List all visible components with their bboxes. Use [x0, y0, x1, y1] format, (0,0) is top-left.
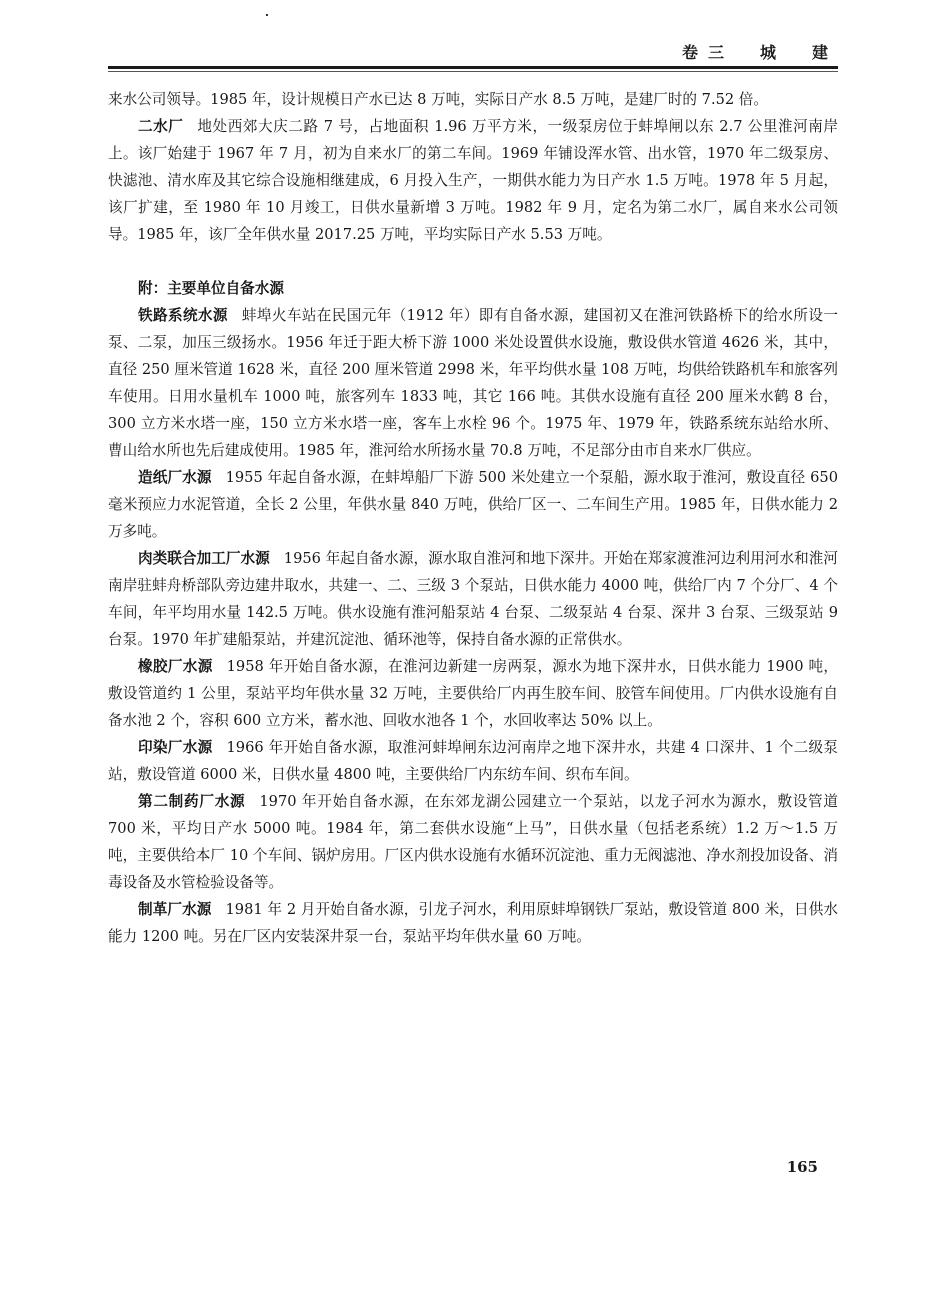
paragraph-second-water-plant — [108, 113, 838, 248]
header-rule-thin — [108, 71, 838, 72]
paragraph-label: 制革厂水源 — [138, 901, 212, 918]
paragraph-text: 1958 年开始自备水源，在淮河边新建一房两泵，源水为地下深井水，日供水能力 1900 吨，敷设管道约 1 公里，泵站平均年供水量 32 万吨，主要供给厂内再生胶车间、胶管车间使用。厂内供水设施有自备水池 2 个，容积 600 立方米，蓄水池、回收水池各 1 个，水回收率达 50% 以上。 — [108, 658, 838, 729]
section-heading: 附：主要单位自备水源 — [138, 280, 284, 297]
paragraph-text: 1966 年开始自备水源，取淮河蚌埠闸东边河南岸之地下深井水，共建 4 口深井、1 个二级泵站，敷设管道 6000 米，日供水量 4800 吨，主要供给厂内东纺车间、织布车间。 — [108, 739, 838, 783]
header-rule — [108, 66, 838, 69]
paragraph-label: 铁路系统水源 — [138, 307, 228, 324]
running-header: 卷三 城 建 — [681, 43, 838, 62]
paragraph-text: 1956 年起自备水源，源水取自淮河和地下深井。开始在郑家渡淮河边利用河水和淮河南岸驻蚌舟桥部队旁边建井取水，共建一、二、三级 3 个泵站，日供水能力 4000 吨，供给厂内 7 个分厂、4 个车间，年平均用水量 142.5 万吨。供水设施有淮河船泵站 4 台泵、二级泵站 4 台泵、深井 3 台泵、三级泵站 9 台泵。1970 年扩建船泵站，并建沉淀池、循环池等，保持自备水源的正常供水。 — [108, 550, 838, 648]
paragraph-dyeing-plant-water — [108, 734, 838, 788]
paragraph-label: 肉类联合加工厂水源 — [138, 550, 270, 567]
paragraph-continuation — [108, 86, 838, 113]
scan-speck — [266, 14, 268, 16]
paragraph-label: 橡胶厂水源 — [138, 658, 213, 675]
paragraph-text: 1970 年开始自备水源，在东郊龙湖公园建立一个泵站，以龙子河水为源水，敷设管道 700 米，平均日产水 5000 吨。1984 年，第二套供水设施“上马”，日供水量（包括老系统）1.2 万～1.5 万吨，主要供给本厂 10 个车间、锅炉房用。厂区内供水设施有水循环沉淀池、重力无阀滤池、净水剂投加设备、消毒设备及水管检验设备等。 — [108, 793, 838, 891]
section-spacer — [108, 248, 838, 275]
paragraph-text: 1955 年起自备水源，在蚌埠船厂下游 500 米处建立一个泵船，源水取于淮河，敷设直径 650 毫米预应力水泥管道，全长 2 公里，年供水量 840 万吨，供给厂区一、二车间生产用。1985 年，日供水能力 2 万多吨。 — [108, 469, 838, 540]
page-body — [108, 86, 838, 950]
paragraph-label: 二水厂 — [138, 118, 184, 135]
paragraph-text: 1981 年 2 月开始自备水源，引龙子河水，利用原蚌埠钢铁厂泵站，敷设管道 800 米，日供水能力 1200 吨。另在厂区内安装深井泵一台，泵站平均年供水量 60 万吨。 — [108, 901, 838, 945]
paragraph-label: 印染厂水源 — [138, 739, 213, 756]
paragraph-text: 蚌埠火车站在民国元年（1912 年）即有自备水源，建国初又在淮河铁路桥下的给水所设一泵、二泵，加压三级扬水。1956 年迁于距大桥下游 1000 米处设置供水设施，敷设供水管道 4626 米，其中，直径 250 厘米管道 1628 米，直径 200 厘米管道 2998 米，年平均供水量 108 万吨，均供给铁路机车和旅客列车使用。日用水量机车 1000 吨，旅客列车 1833 吨，其它 166 吨。其供水设施有直径 200 厘米水鹤 8 台，300 立方米水塔一座，150 立方米水塔一座，客车上水栓 96 个。1975 年、1979 年，铁路系统东站给水所、曹山给水所也先后建成使用。1985 年，淮河给水所扬水量 70.8 万吨，不足部分由市自来水厂供应。 — [108, 307, 838, 459]
paragraph-text: 地处西郊大庆二路 7 号，占地面积 1.96 万平方米，一级泵房位于蚌埠闸以东 2.7 公里淮河南岸上。该厂始建于 1967 年 7 月，初为自来水厂的第二车间。1969 年铺设浑水管、出水管，1970 年二级泵房、快滤池、清水库及其它综合设施相继建成，6 月投入生产，一期供水能力为日产水 1.5 万吨。1978 年 5 月起，该厂扩建，至 1980 年 10 月竣工，日供水量新增 3 万吨。1982 年 9 月，定名为第二水厂，属自来水公司领导。1985 年，该厂全年供水量 2017.25 万吨，平均实际日产水 5.53 万吨。 — [108, 118, 838, 243]
paragraph-label: 第二制药厂水源 — [138, 793, 246, 810]
paragraph-railway-water — [108, 302, 838, 464]
paragraph-meat-plant-water — [108, 545, 838, 653]
paragraph-pharma-plant-water — [108, 788, 838, 896]
paragraph-text: 来水公司领导。1985 年，设计规模日产水已达 8 万吨，实际日产水 8.5 万吨，是建厂时的 7.52 倍。 — [108, 91, 768, 108]
paragraph-label: 造纸厂水源 — [138, 469, 212, 486]
paragraph-paper-mill-water — [108, 464, 838, 545]
page-number: 165 — [786, 1158, 818, 1176]
paragraph-tannery-water — [108, 896, 838, 950]
paragraph-rubber-plant-water — [108, 653, 838, 734]
